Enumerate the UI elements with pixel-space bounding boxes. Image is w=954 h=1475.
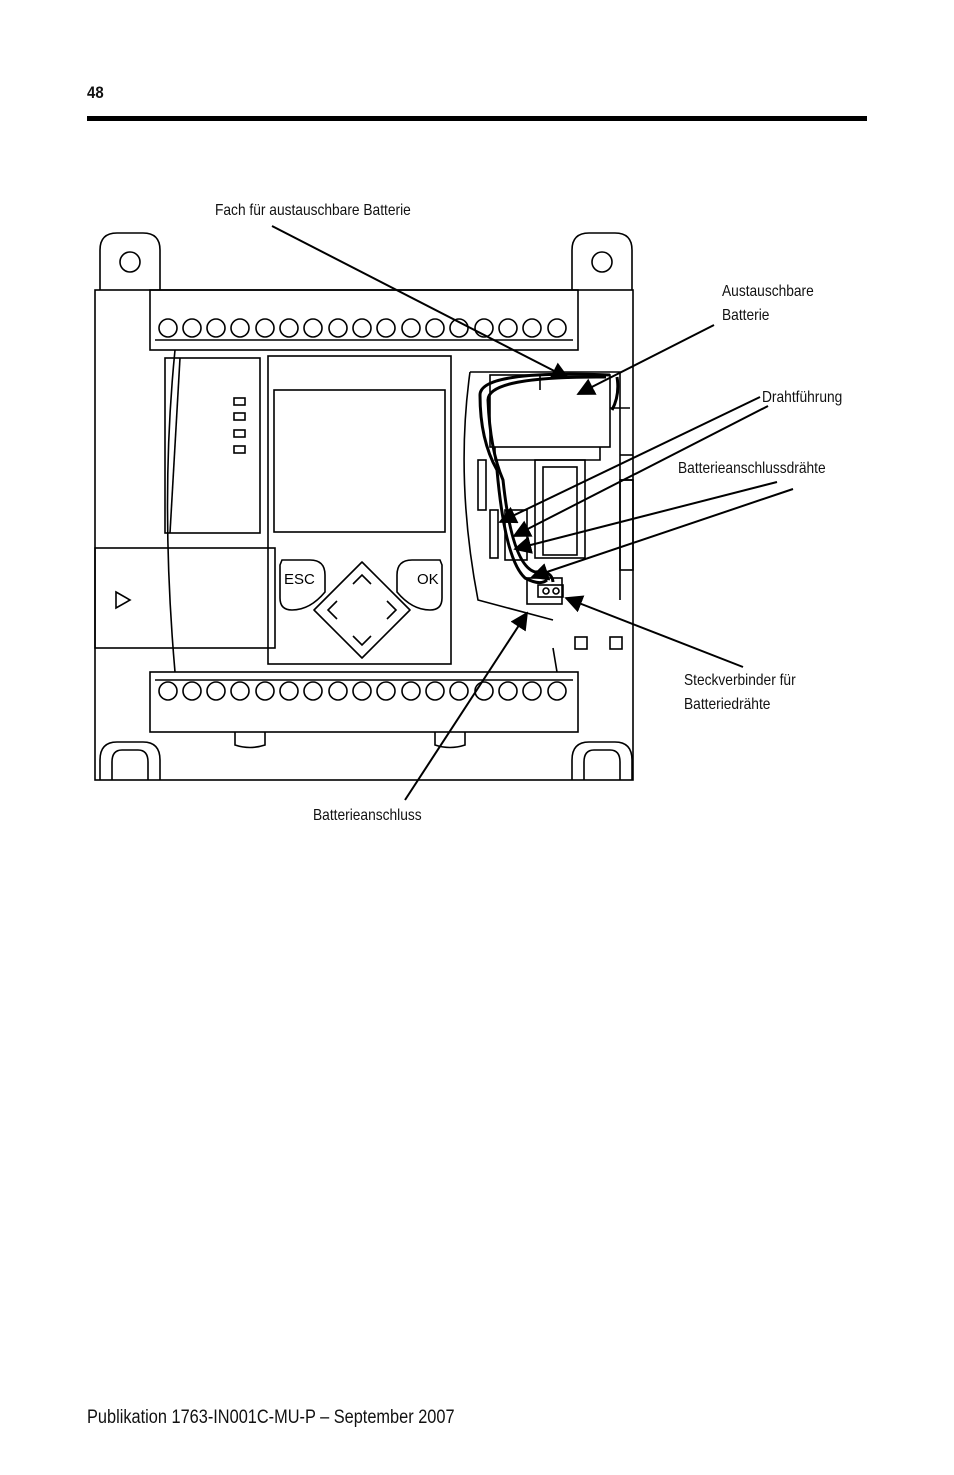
battery-wire: [480, 374, 618, 582]
callout-battery-compartment: Fach für austauschbare Batterie: [215, 202, 411, 219]
esc-key-label: ESC: [284, 571, 315, 588]
callout-replaceable-battery: Austauschbare Batterie: [722, 283, 814, 324]
publication-footer: Publikation 1763-IN001C-MU-P – September 2007: [87, 1407, 455, 1428]
callout-wire-guide: Drahtführung: [762, 389, 843, 406]
callout-battery-port: Batterieanschluss: [313, 807, 422, 824]
page-number: 48: [87, 83, 104, 102]
ok-key-label: OK: [417, 571, 439, 588]
callout-battery-wires: Batterieanschlussdrähte: [678, 460, 826, 477]
callout-connector: Steckverbinder für Batteriedrähte: [684, 672, 796, 713]
